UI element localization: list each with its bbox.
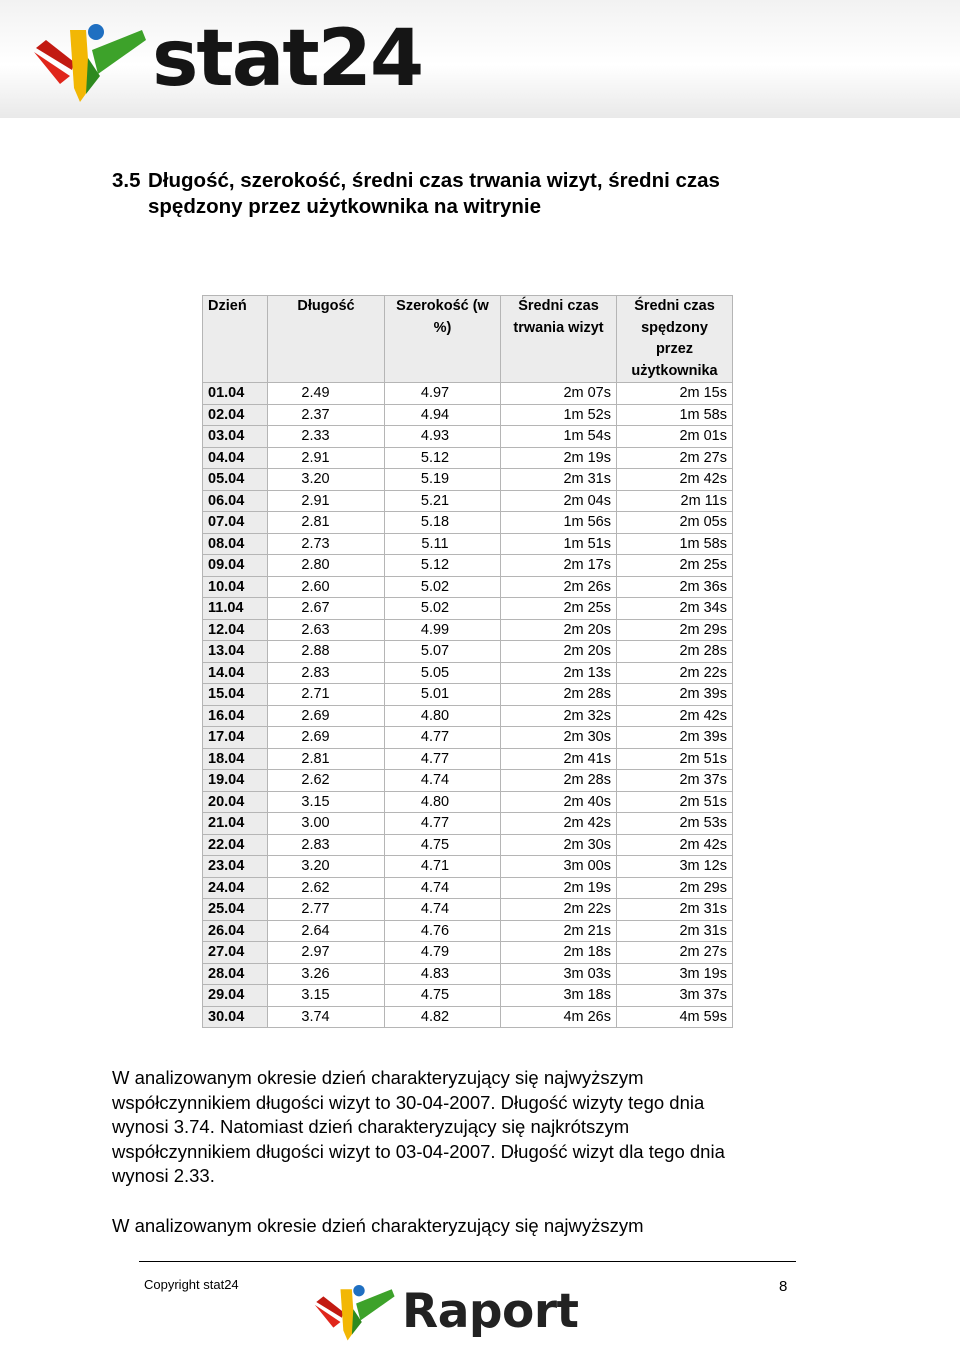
cell-length: 2.60: [268, 576, 385, 598]
section-number: 3.5: [112, 169, 141, 192]
cell-avg-visit-time: 2m 22s: [501, 899, 617, 921]
cell-width: 4.71: [385, 856, 501, 878]
cell-avg-user-time: 2m 11s: [617, 490, 733, 512]
cell-width: 4.99: [385, 619, 501, 641]
cell-avg-visit-time: 3m 00s: [501, 856, 617, 878]
cell-width: 4.93: [385, 426, 501, 448]
cell-day: 15.04: [203, 684, 268, 706]
visits-table: [202, 295, 733, 1028]
cell-day: 06.04: [203, 490, 268, 512]
cell-length: 2.49: [268, 383, 385, 405]
cell-avg-visit-time: 2m 13s: [501, 662, 617, 684]
table-row: [203, 426, 733, 448]
table-row: [203, 985, 733, 1007]
table-row: [203, 899, 733, 921]
cell-length: 3.20: [268, 856, 385, 878]
cell-avg-user-time: 2m 51s: [617, 791, 733, 813]
cell-avg-visit-time: 3m 18s: [501, 985, 617, 1007]
cell-avg-visit-time: 2m 19s: [501, 447, 617, 469]
cell-avg-user-time: 2m 05s: [617, 512, 733, 534]
paragraph-line: wynosi 3.74. Natomiast dzień charakteryzujący się najkrótszym: [112, 1116, 630, 1138]
analysis-paragraph-continued: [112, 1214, 812, 1239]
cell-length: 2.71: [268, 684, 385, 706]
table-row: [203, 404, 733, 426]
cell-avg-visit-time: 2m 07s: [501, 383, 617, 405]
cell-avg-visit-time: 2m 17s: [501, 555, 617, 577]
cell-length: 3.15: [268, 985, 385, 1007]
table-row: [203, 791, 733, 813]
cell-width: 4.94: [385, 404, 501, 426]
report-logo-text: Raport: [402, 1284, 579, 1339]
cell-width: 5.01: [385, 684, 501, 706]
cell-length: 2.97: [268, 942, 385, 964]
section-title-line1: Długość, szerokość, średni czas trwania wizyt, średni czas: [148, 169, 720, 192]
table-row: [203, 727, 733, 749]
header-length: Długość: [268, 296, 385, 383]
cell-length: 3.26: [268, 963, 385, 985]
cell-avg-visit-time: 2m 25s: [501, 598, 617, 620]
cell-length: 2.62: [268, 770, 385, 792]
cell-avg-visit-time: 2m 04s: [501, 490, 617, 512]
table-row: [203, 555, 733, 577]
cell-avg-visit-time: 2m 41s: [501, 748, 617, 770]
table-row: [203, 705, 733, 727]
cell-width: 5.02: [385, 576, 501, 598]
cell-avg-user-time: 2m 34s: [617, 598, 733, 620]
table-row: [203, 813, 733, 835]
cell-avg-user-time: 2m 31s: [617, 899, 733, 921]
cell-avg-visit-time: 2m 28s: [501, 684, 617, 706]
cell-avg-user-time: 2m 51s: [617, 748, 733, 770]
cell-day: 02.04: [203, 404, 268, 426]
cell-avg-user-time: 2m 42s: [617, 705, 733, 727]
cell-width: 4.82: [385, 1006, 501, 1028]
cell-avg-visit-time: 2m 31s: [501, 469, 617, 491]
table-row: [203, 920, 733, 942]
cell-width: 4.75: [385, 834, 501, 856]
cell-day: 09.04: [203, 555, 268, 577]
cell-day: 11.04: [203, 598, 268, 620]
table-row: [203, 383, 733, 405]
cell-day: 05.04: [203, 469, 268, 491]
paragraph-line: współczynnikiem długości wizyt to 03-04-2007. Długość wizyt dla tego dnia: [112, 1140, 725, 1162]
cell-day: 27.04: [203, 942, 268, 964]
cell-avg-user-time: 2m 39s: [617, 727, 733, 749]
table-row: [203, 748, 733, 770]
cell-width: 4.74: [385, 877, 501, 899]
cell-avg-user-time: 2m 01s: [617, 426, 733, 448]
table-row: [203, 641, 733, 663]
cell-length: 2.62: [268, 877, 385, 899]
cell-avg-user-time: 2m 25s: [617, 555, 733, 577]
cell-avg-visit-time: 1m 52s: [501, 404, 617, 426]
table-row: [203, 576, 733, 598]
cell-width: 4.97: [385, 383, 501, 405]
cell-width: 4.83: [385, 963, 501, 985]
cell-day: 18.04: [203, 748, 268, 770]
cell-day: 25.04: [203, 899, 268, 921]
header-width: Szerokość (w %): [385, 296, 501, 383]
cell-width: 5.02: [385, 598, 501, 620]
paragraph-line: W analizowanym okresie dzień charakteryzujący się najwyższym: [112, 1215, 644, 1236]
paragraph-line: wynosi 2.33.: [112, 1165, 215, 1187]
section-title-line2: spędzony przez użytkownika na witrynie: [148, 195, 542, 218]
cell-width: 4.77: [385, 813, 501, 835]
cell-day: 07.04: [203, 512, 268, 534]
table-row: [203, 447, 733, 469]
cell-avg-user-time: 2m 29s: [617, 619, 733, 641]
cell-day: 30.04: [203, 1006, 268, 1028]
cell-length: 3.15: [268, 791, 385, 813]
cell-day: 13.04: [203, 641, 268, 663]
cell-length: 2.73: [268, 533, 385, 555]
section-title: [112, 168, 832, 220]
cell-day: 01.04: [203, 383, 268, 405]
table-body: [203, 383, 733, 1028]
cell-length: 2.91: [268, 447, 385, 469]
cell-length: 3.74: [268, 1006, 385, 1028]
cell-avg-user-time: 2m 37s: [617, 770, 733, 792]
cell-width: 4.80: [385, 791, 501, 813]
cell-avg-user-time: 3m 19s: [617, 963, 733, 985]
cell-avg-user-time: 2m 28s: [617, 641, 733, 663]
table-row: [203, 770, 733, 792]
cell-avg-visit-time: 2m 26s: [501, 576, 617, 598]
cell-day: 26.04: [203, 920, 268, 942]
table-row: [203, 877, 733, 899]
table-row: [203, 834, 733, 856]
cell-length: 3.20: [268, 469, 385, 491]
header-day: Dzień: [203, 296, 268, 383]
table-row: [203, 684, 733, 706]
cell-avg-user-time: 2m 27s: [617, 447, 733, 469]
cell-day: 28.04: [203, 963, 268, 985]
footer-divider: [139, 1261, 796, 1262]
cell-length: 2.81: [268, 512, 385, 534]
cell-length: 2.63: [268, 619, 385, 641]
cell-avg-user-time: 3m 12s: [617, 856, 733, 878]
cell-day: 12.04: [203, 619, 268, 641]
cell-day: 08.04: [203, 533, 268, 555]
cell-length: 2.33: [268, 426, 385, 448]
cell-length: 2.69: [268, 705, 385, 727]
cell-day: 16.04: [203, 705, 268, 727]
cell-avg-user-time: 3m 37s: [617, 985, 733, 1007]
table-row: [203, 856, 733, 878]
cell-width: 4.80: [385, 705, 501, 727]
cell-width: 5.19: [385, 469, 501, 491]
cell-day: 04.04: [203, 447, 268, 469]
cell-avg-user-time: 1m 58s: [617, 404, 733, 426]
cell-avg-user-time: 4m 59s: [617, 1006, 733, 1028]
page-header: [0, 0, 960, 118]
table-row: [203, 512, 733, 534]
table-row: [203, 490, 733, 512]
cell-width: 5.07: [385, 641, 501, 663]
cell-width: 4.74: [385, 770, 501, 792]
header-avg-user-time: Średni czas spędzony przez użytkownika: [617, 296, 733, 383]
cell-width: 5.11: [385, 533, 501, 555]
cell-avg-visit-time: 3m 03s: [501, 963, 617, 985]
cell-avg-visit-time: 2m 19s: [501, 877, 617, 899]
cell-day: 22.04: [203, 834, 268, 856]
cell-avg-visit-time: 2m 32s: [501, 705, 617, 727]
cell-avg-user-time: 2m 22s: [617, 662, 733, 684]
cell-avg-visit-time: 2m 42s: [501, 813, 617, 835]
cell-avg-user-time: 2m 53s: [617, 813, 733, 835]
table-row: [203, 942, 733, 964]
cell-length: 3.00: [268, 813, 385, 835]
paragraph-line: W analizowanym okresie dzień charakteryzujący się najwyższym: [112, 1067, 644, 1088]
cell-day: 21.04: [203, 813, 268, 835]
cell-avg-user-time: 2m 29s: [617, 877, 733, 899]
cell-day: 19.04: [203, 770, 268, 792]
cell-day: 23.04: [203, 856, 268, 878]
cell-day: 20.04: [203, 791, 268, 813]
cell-avg-visit-time: 2m 20s: [501, 641, 617, 663]
cell-avg-user-time: 2m 39s: [617, 684, 733, 706]
cell-day: 24.04: [203, 877, 268, 899]
cell-length: 2.37: [268, 404, 385, 426]
cell-width: 5.12: [385, 555, 501, 577]
cell-avg-visit-time: 1m 56s: [501, 512, 617, 534]
table-row: [203, 469, 733, 491]
cell-avg-user-time: 1m 58s: [617, 533, 733, 555]
cell-width: 4.77: [385, 727, 501, 749]
cell-length: 2.83: [268, 834, 385, 856]
table-header-row: [203, 296, 733, 383]
cell-avg-user-time: 2m 42s: [617, 469, 733, 491]
cell-day: 03.04: [203, 426, 268, 448]
cell-day: 10.04: [203, 576, 268, 598]
table-row: [203, 533, 733, 555]
cell-length: 2.67: [268, 598, 385, 620]
cell-avg-visit-time: 1m 54s: [501, 426, 617, 448]
cell-length: 2.64: [268, 920, 385, 942]
cell-day: 29.04: [203, 985, 268, 1007]
cell-length: 2.80: [268, 555, 385, 577]
cell-width: 4.79: [385, 942, 501, 964]
analysis-paragraph: [112, 1066, 812, 1189]
cell-length: 2.81: [268, 748, 385, 770]
stat24-logo-icon: [30, 18, 148, 106]
cell-length: 2.91: [268, 490, 385, 512]
header-avg-visit-time: Średni czas trwania wizyt: [501, 296, 617, 383]
page-number: 8: [779, 1278, 788, 1295]
cell-avg-visit-time: 1m 51s: [501, 533, 617, 555]
cell-width: 5.21: [385, 490, 501, 512]
cell-width: 5.12: [385, 447, 501, 469]
cell-length: 2.88: [268, 641, 385, 663]
cell-width: 4.74: [385, 899, 501, 921]
cell-avg-visit-time: 2m 20s: [501, 619, 617, 641]
brand-logo-text: stat24: [152, 14, 423, 104]
cell-width: 5.18: [385, 512, 501, 534]
cell-avg-visit-time: 2m 21s: [501, 920, 617, 942]
cell-avg-user-time: 2m 42s: [617, 834, 733, 856]
paragraph-line: współczynnikiem długości wizyt to 30-04-2007. Długość wizyty tego dnia: [112, 1091, 705, 1113]
cell-length: 2.69: [268, 727, 385, 749]
cell-width: 4.77: [385, 748, 501, 770]
table-row: [203, 598, 733, 620]
cell-width: 4.75: [385, 985, 501, 1007]
table-row: [203, 619, 733, 641]
cell-avg-visit-time: 2m 40s: [501, 791, 617, 813]
cell-avg-visit-time: 2m 30s: [501, 834, 617, 856]
cell-avg-user-time: 2m 31s: [617, 920, 733, 942]
cell-width: 4.76: [385, 920, 501, 942]
cell-day: 14.04: [203, 662, 268, 684]
table-row: [203, 662, 733, 684]
table-row: [203, 963, 733, 985]
cell-avg-user-time: 2m 36s: [617, 576, 733, 598]
cell-length: 2.77: [268, 899, 385, 921]
cell-avg-visit-time: 4m 26s: [501, 1006, 617, 1028]
cell-day: 17.04: [203, 727, 268, 749]
table-row: [203, 1006, 733, 1028]
cell-avg-visit-time: 2m 30s: [501, 727, 617, 749]
cell-length: 2.83: [268, 662, 385, 684]
raport-logo-icon: [312, 1280, 396, 1344]
cell-avg-user-time: 2m 27s: [617, 942, 733, 964]
copyright-text: Copyright stat24: [144, 1277, 239, 1292]
cell-avg-user-time: 2m 15s: [617, 383, 733, 405]
cell-avg-visit-time: 2m 18s: [501, 942, 617, 964]
cell-width: 5.05: [385, 662, 501, 684]
cell-avg-visit-time: 2m 28s: [501, 770, 617, 792]
